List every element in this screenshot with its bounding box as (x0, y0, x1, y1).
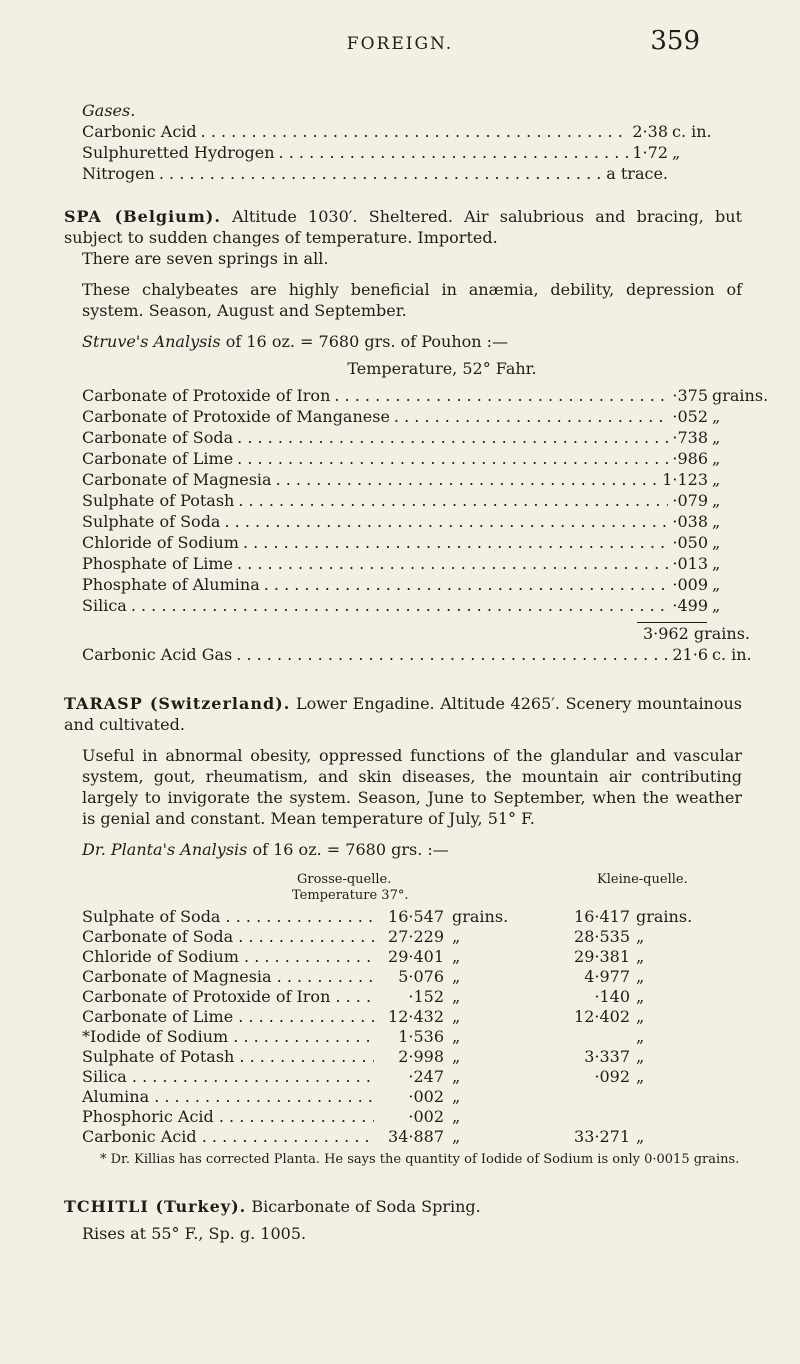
kleine-value: 33·271 (574, 1127, 630, 1146)
gas-name: Nitrogen (82, 164, 155, 183)
spa-total-value: 3·962 grains. (642, 624, 750, 643)
spa-item-value: ·375 (672, 386, 708, 405)
tarasp-row (82, 966, 742, 986)
spa-item-name: Carbonate of Protoxide of Iron (82, 386, 331, 405)
spa-item-name: Carbonate of Soda (82, 428, 234, 447)
spa-item-unit: „ (712, 554, 721, 573)
grosse-unit: „ (452, 1067, 461, 1086)
tarasp-item-name: *Iodide of Sodium (82, 1027, 229, 1046)
spa-gas-name: Carbonic Acid Gas (82, 645, 233, 664)
tarasp-item-name: Carbonic Acid (82, 1127, 197, 1146)
kleine-unit: „ (636, 1127, 645, 1146)
grosse-unit: „ (452, 1127, 461, 1146)
tarasp-item-name: Carbonate of Magnesia (82, 967, 272, 986)
gas-row (82, 163, 742, 184)
gas-unit: c. in. (672, 122, 712, 141)
spa-total (82, 623, 782, 644)
spa-item-unit: grains. (712, 386, 769, 405)
spa-item-name: Silica (82, 596, 127, 615)
grosse-value: ·002 (408, 1107, 444, 1126)
spa-title: SPA (Belgium). (64, 207, 221, 226)
grosse-value: 29·401 (388, 947, 444, 966)
spa-item-name: Carbonate of Magnesia (82, 470, 272, 489)
tarasp-item-name: Carbonate of Lime (82, 1007, 234, 1026)
grosse-unit: „ (452, 947, 461, 966)
spa-row (82, 427, 782, 448)
col2-header: Kleine-quelle. (597, 872, 688, 887)
spa-intro: Altitude 1030′. Sheltered. Air salubrious and bracing, but subject to sudden changes of temperature. Imported. (64, 207, 742, 247)
kleine-value: 3·337 (584, 1047, 630, 1066)
gas-value: 1·72 (632, 143, 668, 162)
tarasp-analysis-caption (82, 839, 742, 860)
grosse-unit: grains. (452, 907, 509, 926)
kleine-value: 12·402 (574, 1007, 630, 1026)
tarasp-item-name: Alumina (82, 1087, 150, 1106)
page-number: 359 (650, 26, 700, 56)
grosse-value: 16·547 (388, 907, 444, 926)
spa-item-name: Phosphate of Lime (82, 554, 234, 573)
running-head: FOREIGN. (346, 34, 454, 54)
total-rule (637, 616, 707, 623)
spa-analysis-caption (82, 331, 742, 352)
gas-value: 2·38 (632, 122, 668, 141)
spa-item-value: ·052 (672, 407, 708, 426)
spa-analysis-table (82, 385, 782, 665)
spa-row (82, 448, 782, 469)
gas-unit: „ (672, 143, 681, 162)
spa-description: These chalybeates are highly beneficial in anæmia, debility, depression of system. Season, August and September. (82, 280, 742, 320)
spa-paragraph (64, 206, 742, 248)
grosse-value: 2·998 (398, 1047, 444, 1066)
tarasp-intro: Lower Engadine. Altitude 4265′. Scenery mountainous and cultivated. (64, 694, 743, 734)
spa-item-name: Chloride of Sodium (82, 533, 239, 552)
tarasp-description: Useful in abnormal obesity, oppressed functions of the glandular and vascular system, gout, rheumatism, and skin diseases, the mountain air contributing largely to invigorate the system. Season, June to September, when the weather is genial and constant. Mean temperature of July, 51° F. (82, 746, 742, 828)
kleine-unit: „ (636, 947, 645, 966)
spa-item-name: Phosphate of Alumina (82, 575, 260, 594)
spa-item-unit: „ (712, 575, 721, 594)
tarasp-analysis-table (82, 906, 742, 1146)
spa-row (82, 511, 782, 532)
grosse-value: ·152 (408, 987, 444, 1006)
grosse-unit: „ (452, 1087, 461, 1106)
spa-item-unit: „ (712, 491, 721, 510)
grosse-value: 1·536 (398, 1027, 444, 1046)
gases-heading: Gases. (82, 101, 136, 120)
spa-row (82, 553, 782, 574)
grosse-value: ·002 (408, 1087, 444, 1106)
grosse-unit: „ (452, 1047, 461, 1066)
gas-value: a trace. (606, 164, 668, 183)
spa-row (82, 490, 782, 511)
tarasp-item-name: Chloride of Sodium (82, 947, 239, 966)
spa-row (82, 469, 782, 490)
kleine-value: ·092 (594, 1067, 630, 1086)
spa-item-unit: „ (712, 533, 721, 552)
spa-gas-value: 21·6 (672, 645, 708, 664)
grosse-unit: „ (452, 1027, 461, 1046)
grosse-value: ·247 (408, 1067, 444, 1086)
tarasp-item-name: Sulphate of Soda (82, 907, 221, 926)
grosse-unit: „ (452, 987, 461, 1006)
gas-row (82, 121, 742, 142)
spa-item-name: Carbonate of Protoxide of Manganese (82, 407, 390, 426)
spa-item-name: Sulphate of Potash (82, 491, 235, 510)
kleine-unit: „ (636, 1007, 645, 1026)
kleine-value: ·140 (594, 987, 630, 1006)
tarasp-footnote: * Dr. Killias has corrected Planta. He says the quantity of Iodide of Sodium is only 0·0015 grains. (100, 1152, 740, 1167)
spa-item-name: Sulphate of Soda (82, 512, 221, 531)
spa-item-value: ·038 (672, 512, 708, 531)
tarasp-row (82, 1046, 742, 1066)
spa-item-value: ·499 (672, 596, 708, 615)
spa-item-value: ·013 (672, 554, 708, 573)
tarasp-paragraph (64, 693, 742, 735)
kleine-unit: „ (636, 1047, 645, 1066)
tarasp-row (82, 1126, 742, 1146)
kleine-value: 29·381 (574, 947, 630, 966)
tchitli-line2: Rises at 55° F., Sp. g. 1005. (82, 1224, 307, 1243)
spa-item-value: ·986 (672, 449, 708, 468)
kleine-value: 16·417 (574, 907, 630, 926)
gas-name: Carbonic Acid (82, 122, 197, 141)
spa-item-value: ·738 (672, 428, 708, 447)
spa-analysis-author: Struve's Analysis (82, 332, 221, 351)
spa-temperature: Temperature, 52° Fahr. (347, 359, 537, 378)
grosse-unit: „ (452, 927, 461, 946)
grosse-value: 12·432 (388, 1007, 444, 1026)
spa-item-unit: „ (712, 407, 721, 426)
page-header (0, 26, 800, 56)
tarasp-analysis-author: Dr. Planta's Analysis (82, 840, 248, 859)
kleine-unit: grains. (636, 907, 693, 926)
grosse-unit: „ (452, 1007, 461, 1026)
spa-item-value: ·009 (672, 575, 708, 594)
kleine-unit: „ (636, 927, 645, 946)
gas-name: Sulphuretted Hydrogen (82, 143, 275, 162)
grosse-unit: „ (452, 967, 461, 986)
tarasp-item-name: Silica (82, 1067, 127, 1086)
tarasp-item-name: Phosphoric Acid (82, 1107, 214, 1126)
spa-row (82, 574, 782, 595)
grosse-value: 5·076 (398, 967, 444, 986)
tarasp-row (82, 906, 742, 926)
spa-item-value: ·079 (672, 491, 708, 510)
tarasp-item-name: Sulphate of Potash (82, 1047, 235, 1066)
kleine-unit: „ (636, 967, 645, 986)
kleine-unit: „ (636, 1027, 645, 1046)
tarasp-row (82, 1106, 742, 1126)
spa-springs: There are seven springs in all. (82, 249, 329, 268)
tarasp-row (82, 926, 742, 946)
tchitli-paragraph (64, 1196, 742, 1217)
tarasp-row (82, 1086, 742, 1106)
spa-gas-row (82, 644, 782, 665)
grosse-value: 27·229 (388, 927, 444, 946)
tarasp-row (82, 946, 742, 966)
page-content (64, 100, 769, 1244)
kleine-unit: „ (636, 987, 645, 1006)
spa-item-name: Carbonate of Lime (82, 449, 234, 468)
grosse-unit: „ (452, 1107, 461, 1126)
spa-analysis-rest: of 16 oz. = 7680 grs. of Pouhon :— (225, 332, 509, 351)
spa-item-unit: „ (712, 512, 721, 531)
kleine-unit: „ (636, 1067, 645, 1086)
tarasp-item-name: Carbonate of Protoxide of Iron (82, 987, 331, 1006)
spa-gas-unit: c. in. (712, 645, 752, 664)
tarasp-title: TARASP (Switzerland). (64, 694, 291, 713)
spa-row (82, 532, 782, 553)
gases-list (82, 121, 742, 184)
col1-header: Grosse-quelle. (297, 872, 392, 887)
grosse-value: 34·887 (388, 1127, 444, 1146)
tarasp-row (82, 1066, 742, 1086)
tarasp-analysis-rest: of 16 oz. = 7680 grs. :— (252, 840, 449, 859)
spa-item-unit: „ (712, 428, 721, 447)
gas-row (82, 142, 742, 163)
tarasp-column-headers (82, 872, 742, 906)
tchitli-description: Bicarbonate of Soda Spring. (251, 1197, 481, 1216)
spa-row (82, 595, 782, 616)
spa-row (82, 406, 782, 427)
spa-item-value: 1·123 (662, 470, 708, 489)
tarasp-row (82, 986, 742, 1006)
kleine-value: 4·977 (584, 967, 630, 986)
tarasp-item-name: Carbonate of Soda (82, 927, 234, 946)
spa-item-unit: „ (712, 449, 721, 468)
tchitli-title: TCHITLI (Turkey). (64, 1197, 247, 1216)
spa-item-unit: „ (712, 596, 721, 615)
col1-subheader: Temperature 37°. (292, 888, 409, 903)
tarasp-row (82, 1006, 742, 1026)
spa-item-value: ·050 (672, 533, 708, 552)
spa-row (82, 385, 782, 406)
tarasp-row (82, 1026, 742, 1046)
kleine-value: 28·535 (574, 927, 630, 946)
spa-item-unit: „ (712, 470, 721, 489)
